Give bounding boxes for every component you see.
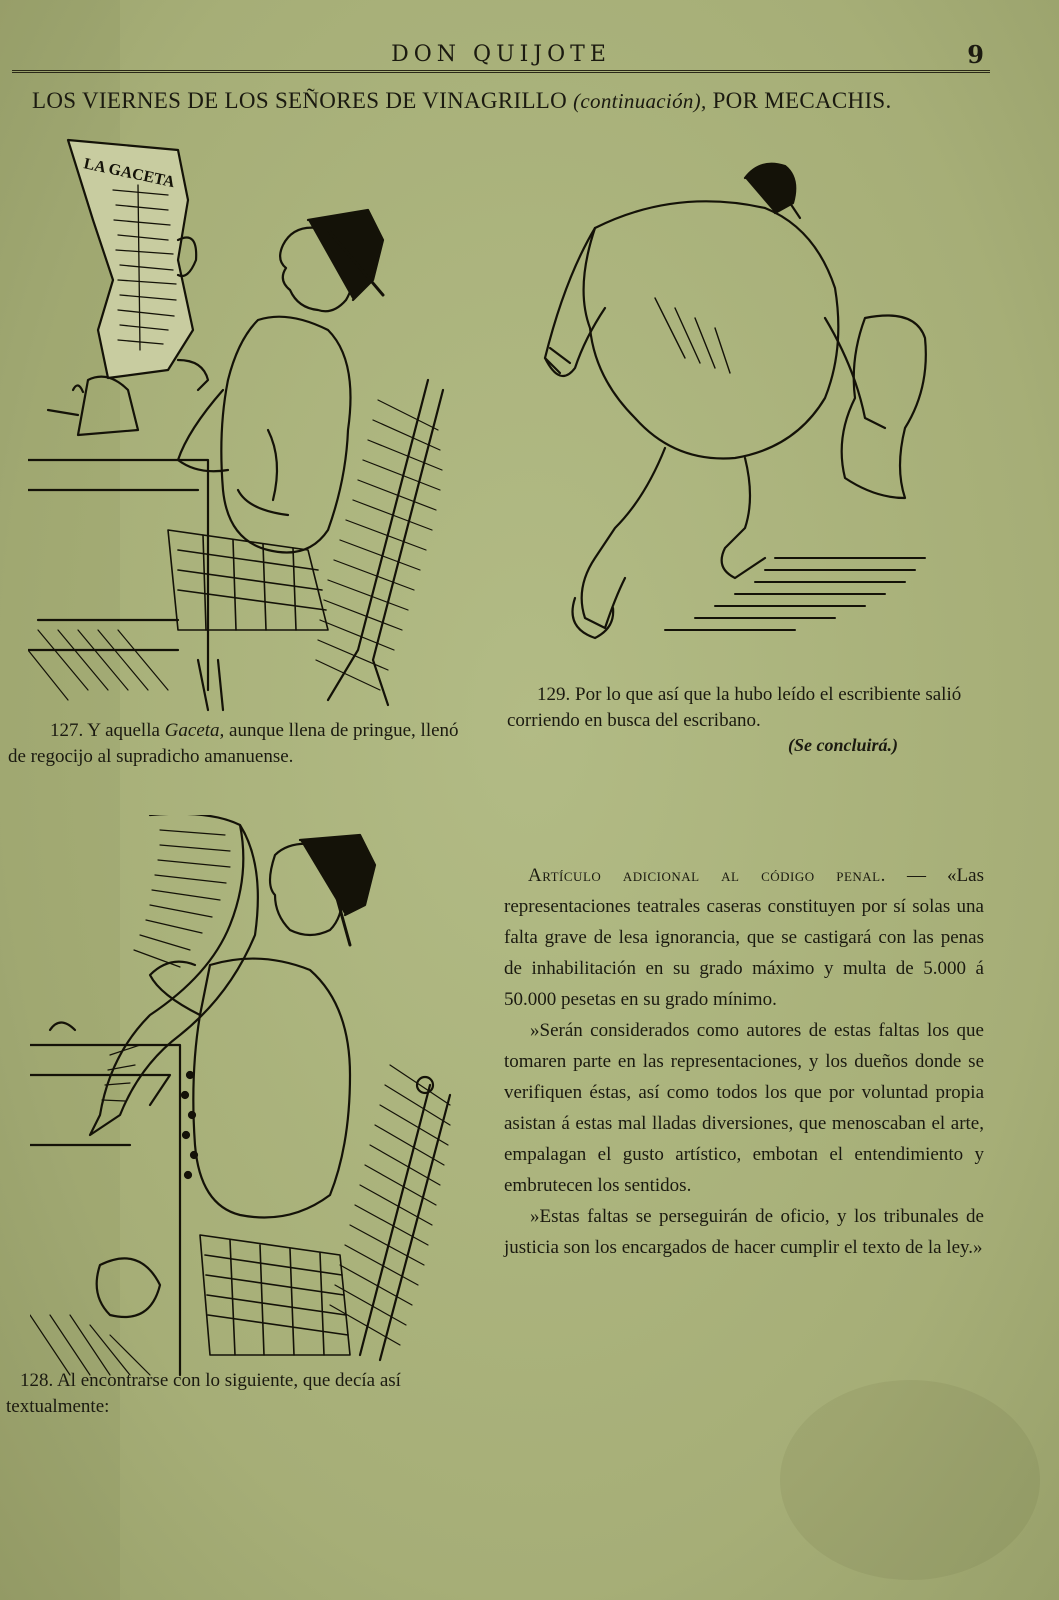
article-paragraph-3: »Estas faltas se perseguirán de oficio, y los tribunales de justicia son los encargados de hacer cumplir el texto de la ley.» bbox=[504, 1206, 984, 1258]
article-title-continuation: (continuación), bbox=[573, 89, 707, 113]
caption-127-italic: Gaceta, bbox=[164, 720, 225, 741]
page-number: 9 bbox=[967, 40, 984, 69]
caption-129 bbox=[507, 682, 983, 734]
caption-128-number: 128. bbox=[20, 1370, 54, 1391]
illustration-127 bbox=[28, 130, 468, 720]
running-title: DON QUIJOTE bbox=[391, 42, 611, 67]
article-paragraph-1-text: — «Las representaciones teatrales caseras constituyen por sí solas una falta grave de lesa ignorancia, que se castigará con las penas de inhabilitación en su grado máximo y multa de 5.000 á 50.000 pesetas en su grado mínimo. bbox=[504, 865, 984, 1010]
paper-stain bbox=[780, 1380, 1040, 1580]
caption-129-number: 129. bbox=[537, 684, 571, 705]
caption-128-text: Al encontrarse con lo siguiente, que decía así textualmente: bbox=[6, 1370, 401, 1417]
caption-129-text: Por lo que así que la hubo leído el escribiente salió corriendo en busca del escribano. bbox=[507, 684, 962, 731]
caption-127 bbox=[8, 718, 468, 770]
illustration-128 bbox=[30, 815, 470, 1385]
caption-127-number: 127. bbox=[50, 720, 84, 741]
caption-127-after: aunque llena de pringue, llenó de regocijo al supradicho amanuense. bbox=[8, 720, 459, 767]
article-paragraph-2: »Serán considerados como autores de estas faltas los que tomaren parte en las representaciones, y los dueños donde se verifiquen éstas, así como todos los que por voluntad propia asistan á estas mal lladas diversiones, que menoscaban el arte, empalagan el gusto artístico, embotan el entendimiento y embrutecen los sentidos. bbox=[504, 1020, 984, 1196]
article-title-main: LOS VIERNES DE LOS SEÑORES DE VINAGRILLO bbox=[32, 88, 568, 113]
article-paragraph-1 bbox=[504, 860, 984, 1015]
to-be-continued: (Se concluirá.) bbox=[788, 735, 898, 755]
article-title-author: POR MECACHIS. bbox=[712, 88, 892, 113]
running-head bbox=[12, 42, 990, 73]
hatching-shadow bbox=[316, 400, 442, 690]
newspaper-masthead: LA GACETA bbox=[82, 155, 177, 192]
additional-article bbox=[504, 860, 984, 1263]
illustration-129 bbox=[535, 158, 965, 658]
article-heading: Artículo adicional al código penal. bbox=[528, 865, 886, 886]
caption-127-before: Y aquella bbox=[87, 720, 160, 741]
article-title bbox=[32, 88, 992, 114]
caption-128 bbox=[6, 1368, 466, 1420]
